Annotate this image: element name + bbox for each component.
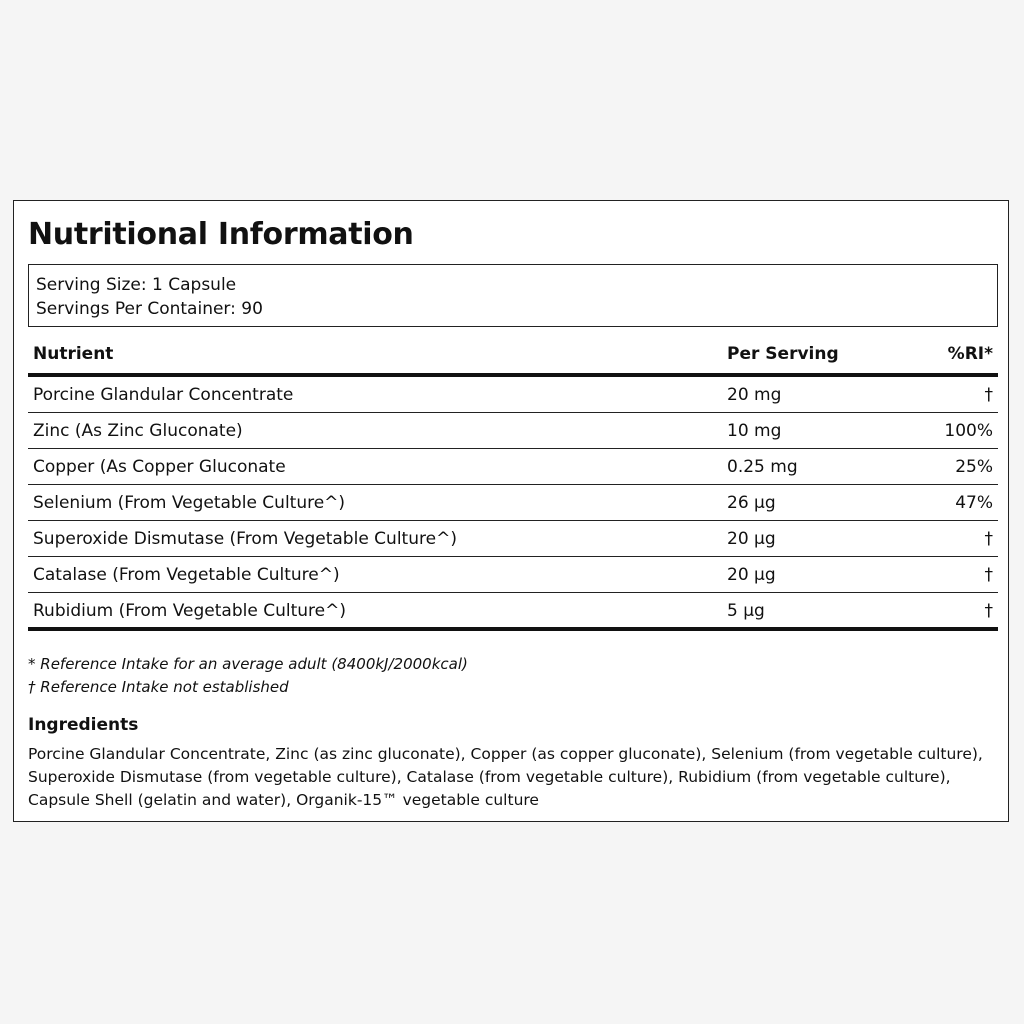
table-row [28,413,998,449]
nutrient-name: Selenium (From Vegetable Culture^) [33,493,346,513]
nutrient-amount: 26 µg [727,493,776,513]
serving-info-box [28,264,998,327]
nutrient-ri: 100% [944,421,993,441]
ingredients-heading: Ingredients [28,715,139,735]
ingredients-text [28,743,983,812]
nutrient-amount: 20 µg [727,529,776,549]
nutrient-name: Porcine Glandular Concentrate [33,385,294,405]
nutrient-amount: 20 mg [727,385,782,405]
nutrient-ri: † [984,565,993,585]
panel-title: Nutritional Information [28,217,414,252]
nutrient-ri: 25% [955,457,993,477]
nutrient-name: Copper (As Copper Gluconate [33,457,286,477]
nutrient-ri: † [984,529,993,549]
table-row [28,449,998,485]
reference-intake-note: * Reference Intake for an average adult (8400kJ/2000kcal) [28,655,468,673]
table-row [28,521,998,557]
nutrient-ri: † [984,601,993,621]
nutrient-amount: 10 mg [727,421,782,441]
servings-per-container: Servings Per Container: 90 [36,299,263,319]
table-row [28,557,998,593]
ingredients-line: Superoxide Dismutase (from vegetable culture), Catalase (from vegetable culture), Rubidium (from vegetable culture), [28,768,951,786]
serving-size: Serving Size: 1 Capsule [36,275,237,295]
nutrient-name: Superoxide Dismutase (From Vegetable Culture^) [33,529,457,549]
nutrient-ri: † [984,385,993,405]
header-ri: %RI* [947,344,993,364]
header-per-serving: Per Serving [727,344,839,364]
nutrient-amount: 0.25 mg [727,457,798,477]
nutrient-name: Zinc (As Zinc Gluconate) [33,421,243,441]
table-header-row [28,337,998,377]
not-established-note: † Reference Intake not established [28,678,289,696]
nutrient-amount: 5 µg [727,601,765,621]
nutrient-name: Catalase (From Vegetable Culture^) [33,565,340,585]
table-row [28,485,998,521]
nutrient-amount: 20 µg [727,565,776,585]
footnotes [28,653,468,699]
header-nutrient: Nutrient [33,344,114,364]
nutrition-panel [13,200,1009,822]
table-row [28,593,998,631]
ingredients-line: Capsule Shell (gelatin and water), Organik-15™ vegetable culture [28,791,539,809]
nutrient-table [28,337,998,631]
nutrient-ri: 47% [955,493,993,513]
nutrient-name: Rubidium (From Vegetable Culture^) [33,601,346,621]
table-row [28,377,998,413]
ingredients-line: Porcine Glandular Concentrate, Zinc (as zinc gluconate), Copper (as copper gluconate), Selenium (from vegetable culture), [28,745,983,763]
